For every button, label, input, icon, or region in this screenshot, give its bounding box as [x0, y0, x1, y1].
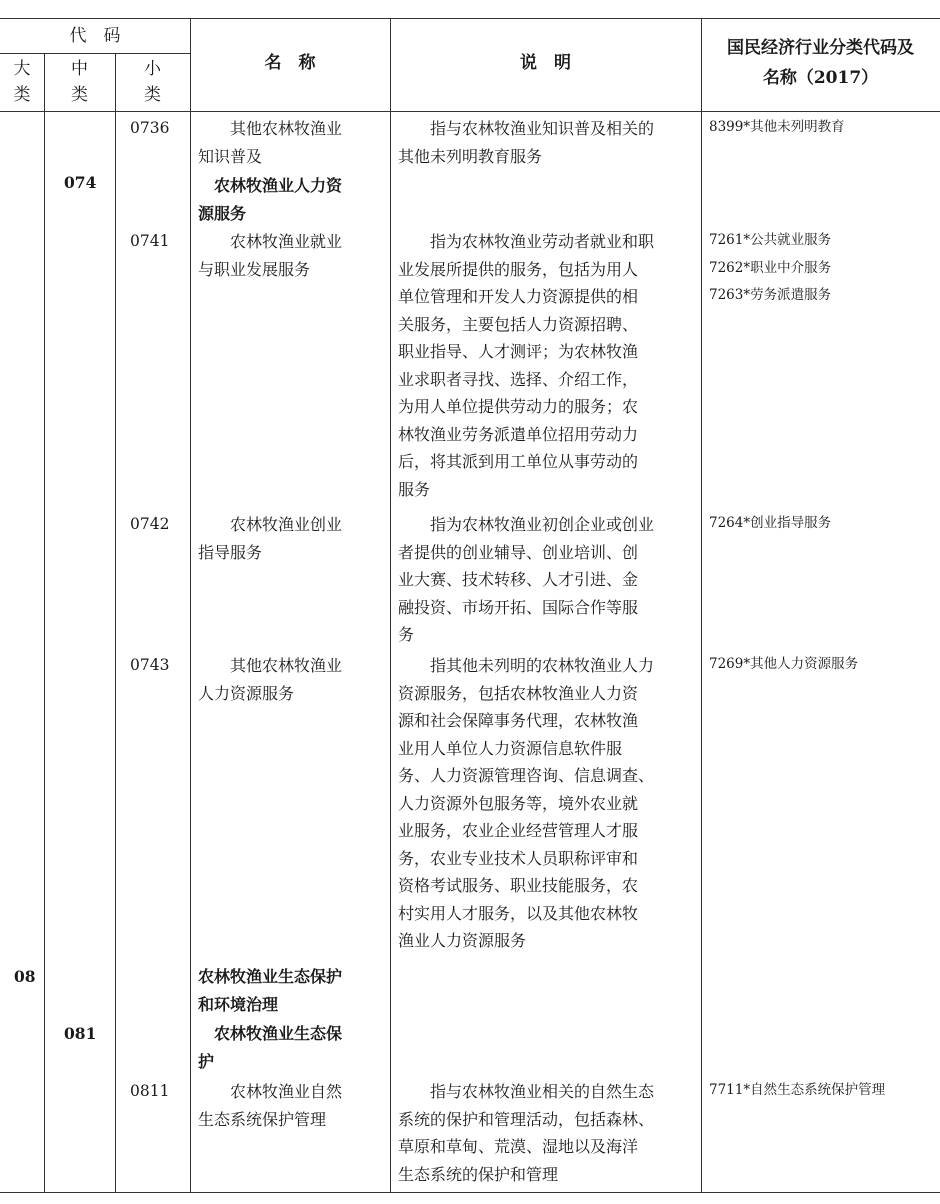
national-ref-0741: 7261*公共就业服务 7262*职业中介服务 7263*劳务派遣服务: [709, 232, 832, 303]
col-divider-major: [44, 53, 45, 1192]
description-0742: 指为农林牧渔业初创企业或创业 者提供的创业辅导、创业培训、创 业大赛、技术转移、人才引进、金 融投资、市场开拓、国际合作等服 务: [398, 515, 655, 644]
name-081: 农林牧渔业生态保 护: [198, 1024, 343, 1071]
header-national-ref: 国民经济行业分类代码及 名称（2017）: [727, 38, 914, 88]
code-minor-0736: 0736: [130, 119, 170, 137]
header-name: 名 称: [264, 53, 316, 73]
name-0811: 农林牧渔业自然 生态系统保护管理: [198, 1082, 343, 1129]
code-minor-0741: 0741: [130, 232, 170, 250]
header-medium-class: 中 类: [71, 59, 88, 105]
code-minor-0743: 0743: [130, 656, 170, 674]
code-minor-0811: 0811: [130, 1082, 170, 1100]
header-minor-class: 小 类: [144, 59, 161, 105]
name-0743: 其他农林牧渔业 人力资源服务: [198, 656, 343, 703]
code-medium-081: 081: [64, 1024, 97, 1043]
code-major-08: 08: [14, 967, 36, 986]
name-08: 农林牧渔业生态保护 和环境治理: [198, 967, 343, 1014]
col-divider-name: [390, 18, 391, 1192]
description-0741: 指为农林牧渔业劳动者就业和职 业发展所提供的服务，包括为用人 单位管理和开发人力资源提供的相 关服务，主要包括人力资源招聘、 职业指导、人才测评；为农林牧渔 业求职者寻找、选择、介绍工作， 为用人单位提供劳动力的服务；农 林牧渔业劳务派遣单位招用劳动力 后，将其派到用工单位从事劳动的 服务: [398, 232, 655, 499]
table-top-border: [0, 18, 940, 19]
name-0736: 其他农林牧渔业 知识普及: [198, 119, 343, 166]
header-major-class: 大 类: [13, 59, 31, 105]
name-074: 农林牧渔业人力资 源服务: [198, 176, 343, 223]
header-description: 说 明: [520, 53, 571, 73]
code-minor-0742: 0742: [130, 515, 170, 533]
national-ref-0736: 8399*其他未列明教育: [709, 119, 845, 135]
col-divider-medium: [115, 53, 116, 1192]
national-ref-0742: 7264*创业指导服务: [709, 515, 832, 531]
table-bottom-border: [0, 1192, 940, 1193]
description-0743: 指其他未列明的农林牧渔业人力 资源服务，包括农林牧渔业人力资 源和社会保障事务代理，农林牧渔 业用人单位人力资源信息软件服 务、人力资源管理咨询、信息调查、 人力资源外包服务等，境外农业就 业服务，农业企业经营管理人才服 务，农业专业技术人员职称评审和 资格考试服务、职业技能服务，农 村实用人才服务，以及其他农林牧 渔业人力资源服务: [398, 656, 655, 950]
description-0736: 指与农林牧渔业知识普及相关的 其他未列明教育服务: [398, 119, 655, 166]
col-divider-description: [701, 18, 702, 1192]
national-ref-0743: 7269*其他人力资源服务: [709, 656, 859, 672]
header-code-group: 代 码: [69, 26, 121, 46]
description-0811: 指与农林牧渔业相关的自然生态 系统的保护和管理活动，包括森林、 草原和草甸、荒漠、湿地以及海洋 生态系统的保护和管理: [398, 1082, 655, 1184]
code-medium-074: 074: [64, 173, 97, 192]
col-divider-minor: [190, 18, 191, 1192]
name-0742: 农林牧渔业创业 指导服务: [198, 515, 343, 562]
header-bottom-border: [0, 111, 940, 112]
name-0741: 农林牧渔业就业 与职业发展服务: [198, 232, 343, 279]
national-ref-0811: 7711*自然生态系统保护管理: [709, 1082, 886, 1098]
code-group-divider: [0, 53, 190, 54]
